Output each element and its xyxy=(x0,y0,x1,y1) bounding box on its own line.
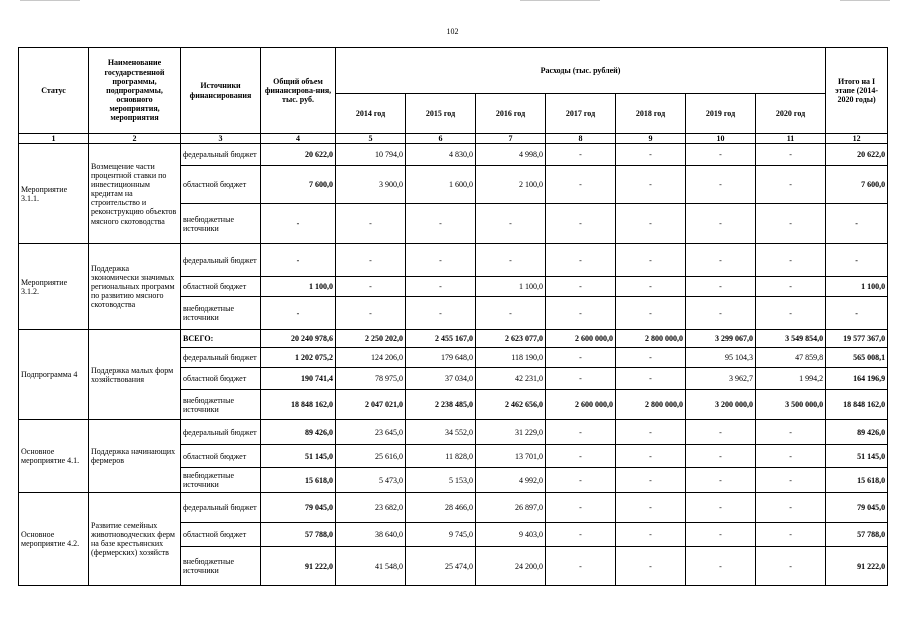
year-value-cell: - xyxy=(336,277,406,297)
year-value-cell: 78 975,0 xyxy=(336,368,406,390)
funding-source-cell: областной бюджет xyxy=(181,166,261,204)
year-value-cell: - xyxy=(756,523,826,547)
year-value-cell: - xyxy=(616,547,686,586)
year-value-cell: - xyxy=(546,204,616,244)
total-value-cell: 20 622,0 xyxy=(261,144,336,166)
year-value-cell: - xyxy=(616,523,686,547)
year-value-cell: - xyxy=(686,166,756,204)
column-number: 3 xyxy=(181,134,261,144)
total-value-cell: 7 600,0 xyxy=(261,166,336,204)
year-value-cell: - xyxy=(686,445,756,468)
year-value-cell: - xyxy=(756,277,826,297)
year-value-cell: - xyxy=(476,244,546,277)
header-sources: Источники финансирования xyxy=(181,48,261,134)
year-value-cell: - xyxy=(686,547,756,586)
funding-source-cell: ВСЕГО: xyxy=(181,330,261,348)
year-value-cell: - xyxy=(476,204,546,244)
year-value-cell: - xyxy=(546,348,616,368)
year-value-cell: 47 859,8 xyxy=(756,348,826,368)
year-value-cell: - xyxy=(616,244,686,277)
total-value-cell: - xyxy=(261,204,336,244)
year-value-cell: 2 455 167,0 xyxy=(406,330,476,348)
year-value-cell: 31 229,0 xyxy=(476,420,546,445)
header-year-2015: 2015 год xyxy=(406,94,476,134)
year-value-cell: 2 800 000,0 xyxy=(616,390,686,420)
program-name-cell: Развитие семейных животноводческих ферм на базе крестьянских (фермерских) хозяйств xyxy=(89,493,181,586)
year-value-cell: - xyxy=(336,204,406,244)
year-value-cell: 2 250 202,0 xyxy=(336,330,406,348)
year-value-cell: - xyxy=(756,445,826,468)
header-status: Статус xyxy=(19,48,89,134)
year-value-cell: - xyxy=(546,368,616,390)
year-value-cell: - xyxy=(756,493,826,523)
year-value-cell: - xyxy=(616,493,686,523)
year-value-cell: 2 623 077,0 xyxy=(476,330,546,348)
itogo-value-cell: 51 145,0 xyxy=(826,445,888,468)
header-year-2016: 2016 год xyxy=(476,94,546,134)
year-value-cell: - xyxy=(686,297,756,330)
total-value-cell: - xyxy=(261,244,336,277)
itogo-value-cell: - xyxy=(826,244,888,277)
year-value-cell: 1 600,0 xyxy=(406,166,476,204)
year-value-cell: - xyxy=(616,166,686,204)
year-value-cell: - xyxy=(616,277,686,297)
itogo-value-cell: 19 577 367,0 xyxy=(826,330,888,348)
itogo-value-cell: - xyxy=(826,204,888,244)
header-year-2017: 2017 год xyxy=(546,94,616,134)
year-value-cell: 3 962,7 xyxy=(686,368,756,390)
page-number: 102 xyxy=(446,27,459,36)
year-value-cell: 38 640,0 xyxy=(336,523,406,547)
year-value-cell: 124 206,0 xyxy=(336,348,406,368)
year-value-cell: - xyxy=(546,244,616,277)
funding-source-cell: федеральный бюджет xyxy=(181,144,261,166)
total-value-cell: 190 741,4 xyxy=(261,368,336,390)
status-cell: Мероприятие 3.1.2. xyxy=(19,244,89,330)
year-value-cell: - xyxy=(756,420,826,445)
year-value-cell: 42 231,0 xyxy=(476,368,546,390)
header-year-2020: 2020 год xyxy=(756,94,826,134)
year-value-cell: - xyxy=(616,368,686,390)
year-value-cell: - xyxy=(546,547,616,586)
year-value-cell: 4 998,0 xyxy=(476,144,546,166)
year-value-cell: 3 549 854,0 xyxy=(756,330,826,348)
year-value-cell: 9 745,0 xyxy=(406,523,476,547)
year-value-cell: - xyxy=(616,144,686,166)
year-value-cell: - xyxy=(756,297,826,330)
funding-source-cell: областной бюджет xyxy=(181,445,261,468)
table-body xyxy=(19,144,888,586)
status-cell: Мероприятие 3.1.1. xyxy=(19,144,89,244)
year-value-cell: 2 462 656,0 xyxy=(476,390,546,420)
column-number: 7 xyxy=(476,134,546,144)
itogo-value-cell: 1 100,0 xyxy=(826,277,888,297)
year-value-cell: - xyxy=(616,468,686,493)
itogo-value-cell: 57 788,0 xyxy=(826,523,888,547)
year-value-cell: - xyxy=(686,144,756,166)
year-value-cell: - xyxy=(616,348,686,368)
year-value-cell: - xyxy=(546,468,616,493)
year-value-cell: 1 100,0 xyxy=(476,277,546,297)
column-number: 6 xyxy=(406,134,476,144)
column-number: 2 xyxy=(89,134,181,144)
total-value-cell: 15 618,0 xyxy=(261,468,336,493)
budget-table xyxy=(18,47,888,586)
year-value-cell: 5 153,0 xyxy=(406,468,476,493)
program-name-cell: Поддержка экономически значимых региональных программ по развитию мясного скотоводства xyxy=(89,244,181,330)
year-value-cell: 179 648,0 xyxy=(406,348,476,368)
year-value-cell: - xyxy=(406,204,476,244)
year-value-cell: - xyxy=(756,468,826,493)
total-value-cell: 1 202 075,2 xyxy=(261,348,336,368)
funding-source-cell: федеральный бюджет xyxy=(181,244,261,277)
year-value-cell: 23 682,0 xyxy=(336,493,406,523)
year-value-cell: - xyxy=(686,204,756,244)
year-value-cell: - xyxy=(406,277,476,297)
total-value-cell: 79 045,0 xyxy=(261,493,336,523)
column-number-row xyxy=(19,134,888,144)
status-cell: Основное мероприятие 4.1. xyxy=(19,420,89,493)
header-year-2019: 2019 год xyxy=(686,94,756,134)
year-value-cell: 2 238 485,0 xyxy=(406,390,476,420)
year-value-cell: - xyxy=(546,493,616,523)
column-number: 9 xyxy=(616,134,686,144)
itogo-value-cell: 15 618,0 xyxy=(826,468,888,493)
itogo-value-cell: 7 600,0 xyxy=(826,166,888,204)
year-value-cell: - xyxy=(756,244,826,277)
year-value-cell: - xyxy=(756,547,826,586)
itogo-value-cell: 20 622,0 xyxy=(826,144,888,166)
year-value-cell: - xyxy=(406,297,476,330)
table-row xyxy=(19,144,888,166)
year-value-cell: 2 600 000,0 xyxy=(546,330,616,348)
year-value-cell: 25 474,0 xyxy=(406,547,476,586)
itogo-value-cell: 164 196,9 xyxy=(826,368,888,390)
funding-source-cell: внебюджетные источники xyxy=(181,297,261,330)
column-number: 8 xyxy=(546,134,616,144)
year-value-cell: - xyxy=(546,297,616,330)
year-value-cell: - xyxy=(616,420,686,445)
year-value-cell: 3 299 067,0 xyxy=(686,330,756,348)
status-cell: Основное мероприятие 4.2. xyxy=(19,493,89,586)
year-value-cell: 37 034,0 xyxy=(406,368,476,390)
year-value-cell: 3 500 000,0 xyxy=(756,390,826,420)
table-row xyxy=(19,420,888,445)
year-value-cell: 34 552,0 xyxy=(406,420,476,445)
year-value-cell: 28 466,0 xyxy=(406,493,476,523)
year-value-cell: 3 900,0 xyxy=(336,166,406,204)
program-name-cell: Поддержка малых форм хозяйствования xyxy=(89,330,181,420)
year-value-cell: 9 403,0 xyxy=(476,523,546,547)
year-value-cell: 4 830,0 xyxy=(406,144,476,166)
total-value-cell: 20 240 978,6 xyxy=(261,330,336,348)
year-value-cell: - xyxy=(336,244,406,277)
funding-source-cell: федеральный бюджет xyxy=(181,493,261,523)
total-value-cell: 57 788,0 xyxy=(261,523,336,547)
year-value-cell: - xyxy=(546,144,616,166)
funding-source-cell: внебюджетные источники xyxy=(181,468,261,493)
header-year-2014: 2014 год xyxy=(336,94,406,134)
funding-source-cell: областной бюджет xyxy=(181,523,261,547)
column-number: 4 xyxy=(261,134,336,144)
funding-source-cell: областной бюджет xyxy=(181,368,261,390)
column-number: 10 xyxy=(686,134,756,144)
year-value-cell: 10 794,0 xyxy=(336,144,406,166)
funding-source-cell: внебюджетные источники xyxy=(181,204,261,244)
itogo-value-cell: 89 426,0 xyxy=(826,420,888,445)
itogo-value-cell: 565 008,1 xyxy=(826,348,888,368)
year-value-cell: - xyxy=(686,244,756,277)
table-row xyxy=(19,244,888,277)
year-value-cell: - xyxy=(686,468,756,493)
year-value-cell: - xyxy=(686,493,756,523)
itogo-value-cell: 79 045,0 xyxy=(826,493,888,523)
table-row xyxy=(19,493,888,523)
funding-source-cell: федеральный бюджет xyxy=(181,348,261,368)
header-expenses: Расходы (тыс. рублей) xyxy=(336,48,826,94)
year-value-cell: 26 897,0 xyxy=(476,493,546,523)
year-value-cell: - xyxy=(546,523,616,547)
itogo-value-cell: - xyxy=(826,297,888,330)
program-name-cell: Поддержка начинающих фермеров xyxy=(89,420,181,493)
year-value-cell: 118 190,0 xyxy=(476,348,546,368)
year-value-cell: - xyxy=(686,277,756,297)
year-value-cell: 13 701,0 xyxy=(476,445,546,468)
year-value-cell: - xyxy=(546,420,616,445)
column-number: 12 xyxy=(826,134,888,144)
year-value-cell: - xyxy=(546,166,616,204)
header-name: Наименование государственной программы, подпрограммы, основного мероприятия, мероприятия xyxy=(89,48,181,134)
itogo-value-cell: 18 848 162,0 xyxy=(826,390,888,420)
column-number: 5 xyxy=(336,134,406,144)
year-value-cell: 2 047 021,0 xyxy=(336,390,406,420)
year-value-cell: - xyxy=(686,420,756,445)
funding-source-cell: внебюджетные источники xyxy=(181,547,261,586)
year-value-cell: - xyxy=(406,244,476,277)
total-value-cell: - xyxy=(261,297,336,330)
year-value-cell: 24 200,0 xyxy=(476,547,546,586)
year-value-cell: - xyxy=(756,144,826,166)
total-value-cell: 89 426,0 xyxy=(261,420,336,445)
year-value-cell: - xyxy=(616,204,686,244)
table-row xyxy=(19,330,888,348)
year-value-cell: 3 200 000,0 xyxy=(686,390,756,420)
header-itogo: Итого на I этапе (2014-2020 годы) xyxy=(826,48,888,134)
year-value-cell: 2 800 000,0 xyxy=(616,330,686,348)
year-value-cell: 2 100,0 xyxy=(476,166,546,204)
year-value-cell: - xyxy=(756,166,826,204)
year-value-cell: - xyxy=(546,445,616,468)
year-value-cell: 4 992,0 xyxy=(476,468,546,493)
total-value-cell: 18 848 162,0 xyxy=(261,390,336,420)
total-value-cell: 51 145,0 xyxy=(261,445,336,468)
year-value-cell: - xyxy=(546,277,616,297)
year-value-cell: - xyxy=(756,204,826,244)
year-value-cell: - xyxy=(476,297,546,330)
year-value-cell: - xyxy=(616,297,686,330)
year-value-cell: 25 616,0 xyxy=(336,445,406,468)
total-value-cell: 1 100,0 xyxy=(261,277,336,297)
funding-source-cell: федеральный бюджет xyxy=(181,420,261,445)
program-name-cell: Возмещение части процентной ставки по инвестиционным кредитам на строительство и реконструкцию объектов мясного скотоводства xyxy=(89,144,181,244)
year-value-cell: - xyxy=(686,523,756,547)
year-value-cell: - xyxy=(336,297,406,330)
status-cell: Подпрограмма 4 xyxy=(19,330,89,420)
itogo-value-cell: 91 222,0 xyxy=(826,547,888,586)
funding-source-cell: внебюджетные источники xyxy=(181,390,261,420)
year-value-cell: 23 645,0 xyxy=(336,420,406,445)
year-value-cell: - xyxy=(616,445,686,468)
total-value-cell: 91 222,0 xyxy=(261,547,336,586)
year-value-cell: 95 104,3 xyxy=(686,348,756,368)
funding-source-cell: областной бюджет xyxy=(181,277,261,297)
column-number: 1 xyxy=(19,134,89,144)
header-year-2018: 2018 год xyxy=(616,94,686,134)
header-total: Общий объем финансирова-ния, тыс. руб. xyxy=(261,48,336,134)
year-value-cell: 11 828,0 xyxy=(406,445,476,468)
year-value-cell: 41 548,0 xyxy=(336,547,406,586)
column-number: 11 xyxy=(756,134,826,144)
year-value-cell: 1 994,2 xyxy=(756,368,826,390)
year-value-cell: 2 600 000,0 xyxy=(546,390,616,420)
year-value-cell: 5 473,0 xyxy=(336,468,406,493)
